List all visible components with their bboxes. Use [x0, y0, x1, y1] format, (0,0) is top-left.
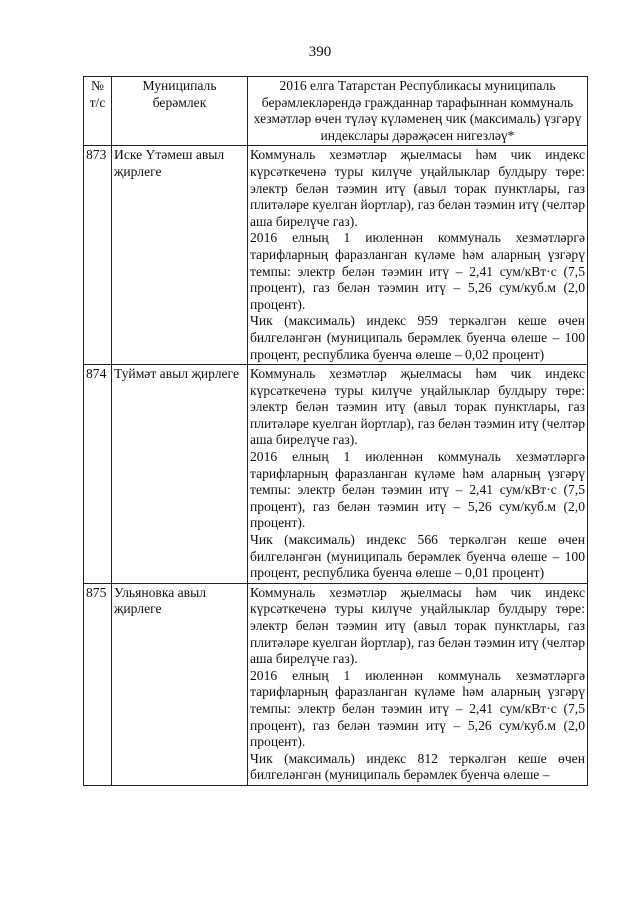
table-header	[84, 77, 588, 146]
row-description	[248, 365, 588, 584]
description-paragraph: Чик (максималь) индекс 959 теркәлгән кеше өчен билгеләнгән (муниципаль берәмлек буенча өлеше – 100 процент, республика буенча өлеше – 0,02 процент)	[250, 313, 585, 362]
row-number: 875	[84, 583, 112, 785]
header-row	[84, 77, 588, 146]
table-row	[84, 583, 588, 785]
description-paragraph: Чик (максималь) индекс 812 теркәлгән кеше өчен билгеләнгән (муниципаль берәмлек буенча өлеше –	[250, 750, 585, 783]
header-number: № т/с	[84, 77, 112, 146]
row-description	[248, 146, 588, 365]
row-description	[248, 583, 588, 785]
row-number: 874	[84, 365, 112, 584]
row-municipality: Иске Үтәмеш авыл җирлеге	[112, 146, 248, 365]
description-paragraph: Коммуналь хезмәтләр җыелмасы һәм чик индекс күрсәткеченә туры килүче уңайлыклар булдыру төре: электр белән тәэмин итү (авыл торак пунктлары, газ плитәләре куелган йортлар), газ белән тәэмин итү (челтәр аша бирелүче газ).	[250, 584, 585, 667]
header-municipality: Муниципаль берәмлек	[112, 77, 248, 146]
description-paragraph: 2016 елның 1 июленнән коммуналь хезмәтләргә тарифларның фаразланган күләме һәм аларның үзгәрү темпы: электр белән тәэмин итү – 2,41 сум/кВт·с (7,5 процент), газ белән тәэмин итү – 5,26 сум/куб.м (2,0 процент).	[250, 449, 585, 531]
description-paragraph: 2016 елның 1 июленнән коммуналь хезмәтләргә тарифларның фаразланган күләме һәм аларның үзгәрү темпы: электр белән тәэмин итү – 2,41 сум/кВт·с (7,5 процент), газ белән тәэмин итү – 5,26 сум/куб.м (2,0 процент).	[250, 667, 585, 750]
document-table	[83, 76, 588, 786]
description-paragraph: Чик (максималь) индекс 566 теркәлгән кеше өчен билгеләнгән (муниципаль берәмлек буенча өлеше – 100 процент, республика буенча өлеше – 0,01 процент)	[250, 532, 585, 581]
row-number: 873	[84, 146, 112, 365]
row-municipality: Туймәт авыл җирлеге	[112, 365, 248, 584]
table-body	[84, 146, 588, 786]
page-number: 390	[308, 44, 332, 60]
table-row	[84, 146, 588, 365]
table-row	[84, 365, 588, 584]
description-paragraph: 2016 елның 1 июленнән коммуналь хезмәтләргә тарифларның фаразланган күләме һәм аларның үзгәрү темпы: электр белән тәэмин итү – 2,41 сум/кВт·с (7,5 процент), газ белән тәэмин итү – 5,26 сум/куб.м (2,0 процент).	[250, 230, 585, 312]
description-paragraph: Коммуналь хезмәтләр җыелмасы һәм чик индекс күрсәткеченә туры килүче уңайлыклар булдыру төре: электр белән тәэмин итү (авыл торак пунктлары, газ плитәләре куелган йортлар), газ белән тәэмин итү (челтәр аша бирелүче газ).	[250, 366, 585, 448]
header-description: 2016 елга Татарстан Республикасы муниципаль берәмлекләрендә гражданнар тарафыннан коммуналь хезмәтләр өчен түләү күләменең чик (максималь) үзгәрү индекслары дәрәҗәсен нигезләү*	[248, 77, 588, 146]
row-municipality: Ульяновка авыл җирлеге	[112, 583, 248, 785]
description-paragraph: Коммуналь хезмәтләр җыелмасы һәм чик индекс күрсәткеченә туры килүче уңайлыклар булдыру төре: электр белән тәэмин итү (авыл торак пунктлары, газ плитәләре куелган йортлар), газ белән тәэмин итү (челтәр аша бирелүче газ).	[250, 147, 585, 229]
